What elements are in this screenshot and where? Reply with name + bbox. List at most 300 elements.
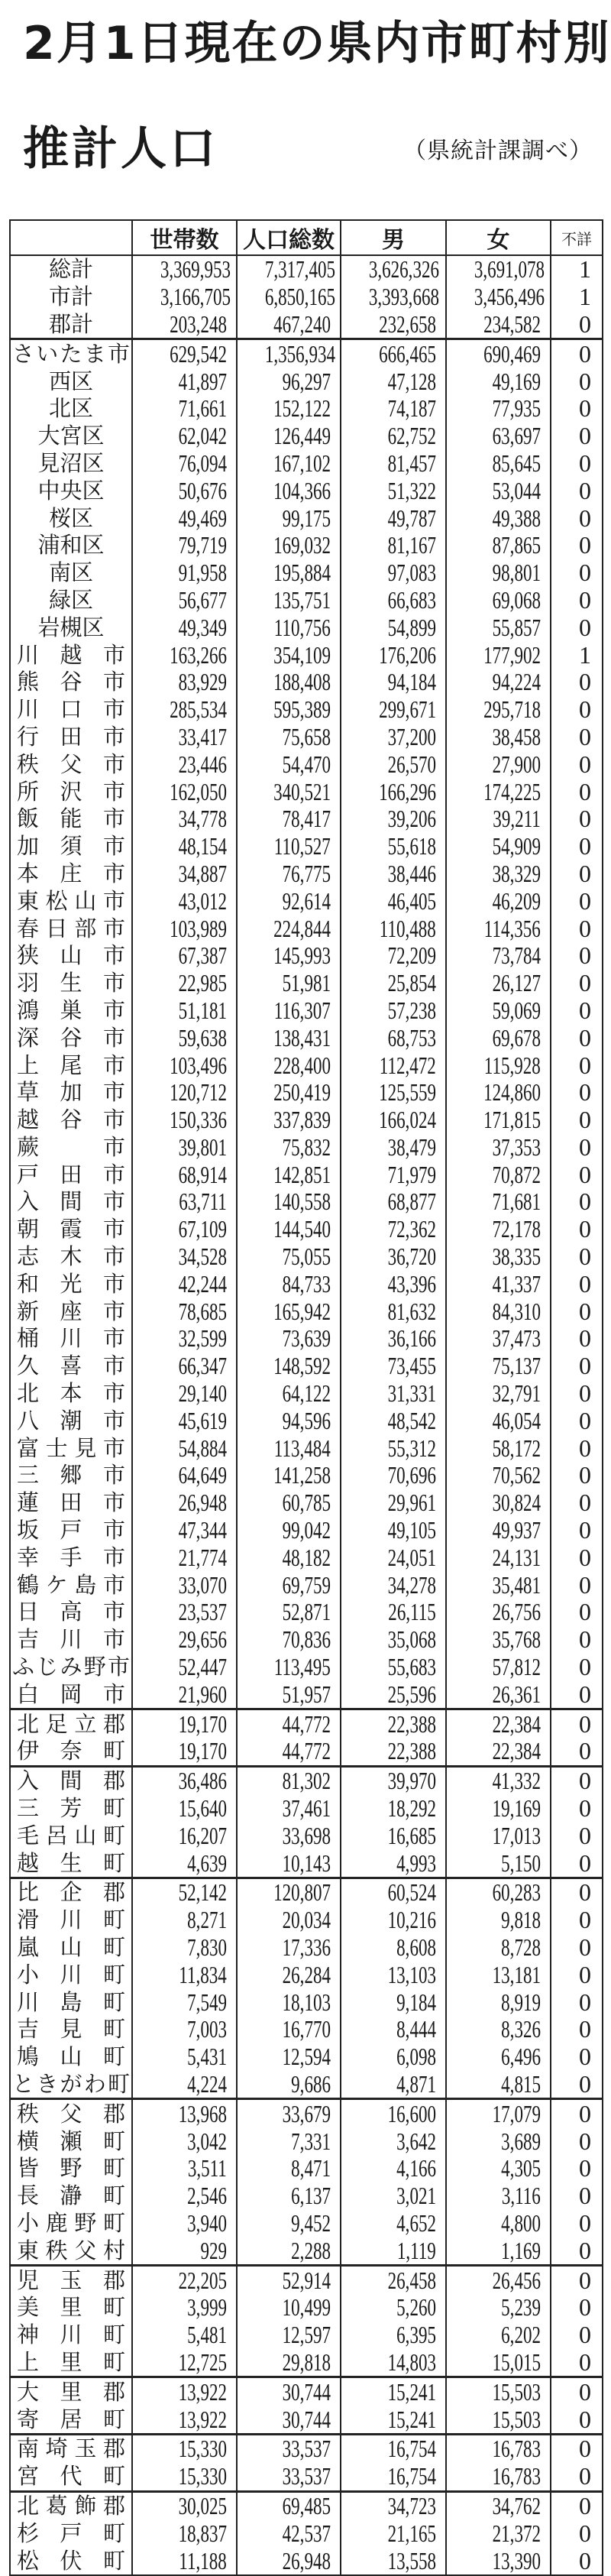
table-row bbox=[10, 942, 603, 970]
cell-female bbox=[446, 1544, 551, 1571]
cell-name: 北区 bbox=[10, 395, 132, 423]
cell-female bbox=[446, 1380, 551, 1408]
table-row bbox=[10, 2127, 603, 2155]
cell-value: 15,241 bbox=[387, 2377, 436, 2406]
cell-name: ときがわ町 bbox=[10, 2071, 132, 2099]
cell-total bbox=[237, 915, 341, 942]
cell-male bbox=[341, 1024, 446, 1051]
cell-total bbox=[237, 1599, 341, 1626]
cell-value: 5,239 bbox=[501, 2293, 541, 2322]
cell-female bbox=[446, 1822, 551, 1849]
cell-value: 125,559 bbox=[379, 1078, 436, 1107]
cell-value: 8,919 bbox=[501, 1988, 541, 2016]
cell-total bbox=[237, 1934, 341, 1962]
cell-name: 幸手市 bbox=[10, 1544, 132, 1571]
cell-female bbox=[446, 1626, 551, 1654]
table-row bbox=[10, 1654, 603, 1681]
cell-value: 595,389 bbox=[273, 695, 331, 724]
cell-value: 35,768 bbox=[492, 1625, 541, 1654]
cell-female bbox=[446, 860, 551, 888]
cell-value: 19,170 bbox=[178, 1738, 227, 1765]
cell-male bbox=[341, 1766, 446, 1794]
cell-male bbox=[341, 1680, 446, 1709]
cell-female bbox=[446, 284, 551, 311]
cell-households bbox=[132, 833, 237, 860]
cell-name: 入間郡 bbox=[10, 1766, 132, 1794]
cell-name: 越谷市 bbox=[10, 1107, 132, 1134]
cell-value: 64,122 bbox=[282, 1379, 331, 1408]
cell-male bbox=[341, 450, 446, 478]
cell-female bbox=[446, 778, 551, 805]
cell-total bbox=[237, 1849, 341, 1878]
cell-value: 15,241 bbox=[387, 2406, 436, 2433]
table-row bbox=[10, 1270, 603, 1298]
cell-name: 春日部市 bbox=[10, 915, 132, 942]
cell-name: 秩父郡 bbox=[10, 2099, 132, 2127]
cell-value: 26,115 bbox=[388, 1599, 436, 1626]
header-female: 女 bbox=[446, 220, 551, 255]
cell-female bbox=[446, 2547, 551, 2575]
cell-total bbox=[237, 724, 341, 751]
table-row bbox=[10, 284, 603, 311]
cell-value: 48,154 bbox=[178, 832, 227, 860]
cell-value: 26,948 bbox=[178, 1489, 227, 1517]
cell-unknown: 0 bbox=[551, 1709, 603, 1738]
cell-unknown: 0 bbox=[551, 860, 603, 888]
cell-name: 南埼玉郡 bbox=[10, 2434, 132, 2462]
cell-female bbox=[446, 997, 551, 1025]
cell-value: 46,054 bbox=[492, 1407, 541, 1434]
cell-value: 49,349 bbox=[178, 614, 227, 641]
cell-households bbox=[132, 559, 237, 587]
cell-name: 和光市 bbox=[10, 1270, 132, 1298]
cell-households bbox=[132, 2071, 237, 2099]
cell-value: 67,387 bbox=[178, 941, 227, 970]
cell-female bbox=[446, 2519, 551, 2547]
cell-value: 22,384 bbox=[492, 1738, 541, 1765]
cell-value: 15,640 bbox=[178, 1794, 227, 1823]
cell-unknown: 0 bbox=[551, 1907, 603, 1934]
cell-households bbox=[132, 1434, 237, 1462]
cell-name: 緑区 bbox=[10, 587, 132, 614]
page-title: 2月1日現在の県内市町村別 bbox=[23, 17, 611, 70]
cell-female bbox=[446, 255, 551, 284]
table-body bbox=[10, 255, 603, 2575]
cell-total bbox=[237, 2349, 341, 2377]
cell-value: 15,330 bbox=[178, 2435, 227, 2463]
cell-value: 7,331 bbox=[291, 2127, 331, 2155]
cell-value: 24,051 bbox=[387, 1544, 436, 1571]
cell-value: 3,626,326 bbox=[368, 255, 439, 284]
table-row bbox=[10, 2406, 603, 2434]
cell-value: 26,361 bbox=[492, 1680, 541, 1708]
cell-value: 25,596 bbox=[387, 1680, 436, 1708]
cell-name: 所沢市 bbox=[10, 778, 132, 805]
cell-households bbox=[132, 2016, 237, 2043]
cell-name: 東秩父村 bbox=[10, 2237, 132, 2265]
cell-value: 75,137 bbox=[492, 1352, 541, 1380]
cell-value: 71,661 bbox=[178, 394, 227, 423]
cell-households bbox=[132, 860, 237, 888]
cell-name: 狭山市 bbox=[10, 942, 132, 970]
cell-female bbox=[446, 1298, 551, 1325]
cell-value: 467,240 bbox=[273, 310, 331, 338]
cell-male bbox=[341, 368, 446, 395]
cell-unknown: 0 bbox=[551, 614, 603, 641]
cell-name: 郡計 bbox=[10, 311, 132, 339]
cell-value: 6,850,165 bbox=[264, 283, 335, 311]
cell-value: 59,638 bbox=[178, 1024, 227, 1051]
cell-male bbox=[341, 1434, 446, 1462]
cell-households bbox=[132, 1298, 237, 1325]
cell-name: 入間市 bbox=[10, 1188, 132, 1216]
table-row bbox=[10, 1407, 603, 1434]
cell-male bbox=[341, 1325, 446, 1353]
cell-total bbox=[237, 1517, 341, 1544]
cell-value: 36,486 bbox=[178, 1767, 227, 1795]
table-row bbox=[10, 1462, 603, 1489]
cell-households bbox=[132, 2099, 237, 2127]
cell-male bbox=[341, 2237, 446, 2265]
cell-value: 3,116 bbox=[502, 2182, 541, 2210]
cell-female bbox=[446, 1134, 551, 1162]
cell-male bbox=[341, 1107, 446, 1134]
cell-households bbox=[132, 1571, 237, 1599]
cell-value: 60,785 bbox=[282, 1489, 331, 1517]
cell-name: 横瀬町 bbox=[10, 2127, 132, 2155]
cell-unknown: 0 bbox=[551, 1680, 603, 1709]
cell-total bbox=[237, 2294, 341, 2322]
cell-value: 74,187 bbox=[387, 394, 436, 423]
cell-value: 60,283 bbox=[492, 1878, 541, 1907]
cell-households bbox=[132, 750, 237, 778]
cell-value: 15,503 bbox=[492, 2377, 541, 2406]
cell-female bbox=[446, 2071, 551, 2099]
cell-value: 58,172 bbox=[492, 1434, 541, 1462]
table-row bbox=[10, 1907, 603, 1934]
cell-unknown: 0 bbox=[551, 559, 603, 587]
cell-total bbox=[237, 2463, 341, 2491]
cell-male bbox=[341, 2071, 446, 2099]
cell-value: 166,296 bbox=[379, 778, 436, 805]
cell-value: 47,344 bbox=[178, 1516, 227, 1544]
cell-female bbox=[446, 614, 551, 641]
cell-value: 81,167 bbox=[387, 531, 436, 559]
cell-value: 22,985 bbox=[178, 969, 227, 997]
cell-unknown: 0 bbox=[551, 669, 603, 696]
cell-male bbox=[341, 1849, 446, 1878]
cell-value: 1,169 bbox=[501, 2237, 541, 2264]
cell-households bbox=[132, 2491, 237, 2519]
cell-value: 148,592 bbox=[273, 1352, 331, 1380]
header-unknown: 不詳 bbox=[551, 220, 603, 255]
cell-male bbox=[341, 696, 446, 724]
cell-total bbox=[237, 1353, 341, 1380]
cell-value: 57,238 bbox=[387, 996, 436, 1024]
cell-male bbox=[341, 1961, 446, 1988]
cell-male bbox=[341, 2294, 446, 2322]
cell-households bbox=[132, 724, 237, 751]
cell-value: 76,775 bbox=[282, 860, 331, 887]
cell-male bbox=[341, 1051, 446, 1079]
cell-name: 鳩山町 bbox=[10, 2043, 132, 2071]
cell-name: 西区 bbox=[10, 368, 132, 395]
table-row bbox=[10, 1134, 603, 1162]
cell-name: 鶴ケ島市 bbox=[10, 1571, 132, 1599]
cell-male bbox=[341, 1517, 446, 1544]
cell-male bbox=[341, 1934, 446, 1962]
cell-value: 29,961 bbox=[387, 1489, 436, 1517]
cell-households bbox=[132, 1024, 237, 1051]
cell-households bbox=[132, 805, 237, 833]
cell-name: 松伏町 bbox=[10, 2547, 132, 2575]
cell-value: 11,834 bbox=[179, 1961, 227, 1988]
cell-female bbox=[446, 1738, 551, 1766]
cell-value: 30,824 bbox=[492, 1489, 541, 1517]
cell-total bbox=[237, 970, 341, 997]
table-row bbox=[10, 1517, 603, 1544]
cell-value: 38,446 bbox=[387, 860, 436, 887]
cell-value: 13,558 bbox=[387, 2547, 436, 2574]
cell-female bbox=[446, 1489, 551, 1517]
cell-value: 195,884 bbox=[273, 559, 331, 587]
table-row bbox=[10, 778, 603, 805]
cell-name: 新座市 bbox=[10, 1298, 132, 1325]
cell-male bbox=[341, 559, 446, 587]
cell-households bbox=[132, 2406, 237, 2434]
cell-unknown: 0 bbox=[551, 1434, 603, 1462]
table-row bbox=[10, 1738, 603, 1766]
table-row bbox=[10, 1243, 603, 1271]
cell-male bbox=[341, 1738, 446, 1766]
cell-value: 4,305 bbox=[501, 2154, 541, 2182]
cell-total bbox=[237, 1243, 341, 1271]
cell-value: 3,166,705 bbox=[160, 283, 231, 311]
population-table bbox=[9, 219, 603, 2576]
cell-female bbox=[446, 2237, 551, 2265]
cell-value: 17,013 bbox=[492, 1822, 541, 1849]
cell-female bbox=[446, 2377, 551, 2406]
cell-value: 337,839 bbox=[273, 1106, 331, 1134]
cell-households bbox=[132, 887, 237, 915]
cell-total bbox=[237, 696, 341, 724]
cell-value: 16,207 bbox=[178, 1822, 227, 1849]
cell-total bbox=[237, 1738, 341, 1766]
cell-unknown: 0 bbox=[551, 1079, 603, 1107]
cell-female bbox=[446, 970, 551, 997]
cell-value: 5,260 bbox=[396, 2293, 436, 2322]
cell-value: 12,725 bbox=[178, 2348, 227, 2376]
cell-value: 3,369,953 bbox=[160, 255, 231, 284]
table-row bbox=[10, 532, 603, 559]
table-row bbox=[10, 1107, 603, 1134]
cell-male bbox=[341, 805, 446, 833]
cell-male bbox=[341, 1599, 446, 1626]
cell-value: 75,658 bbox=[282, 723, 331, 750]
cell-female bbox=[446, 750, 551, 778]
cell-unknown: 0 bbox=[551, 1216, 603, 1243]
cell-value: 16,685 bbox=[387, 1822, 436, 1849]
cell-value: 46,405 bbox=[387, 887, 436, 915]
cell-name: 草加市 bbox=[10, 1079, 132, 1107]
cell-value: 39,970 bbox=[387, 1767, 436, 1795]
cell-total bbox=[237, 559, 341, 587]
cell-unknown: 0 bbox=[551, 2210, 603, 2237]
cell-value: 30,744 bbox=[282, 2406, 331, 2433]
cell-value: 49,105 bbox=[387, 1516, 436, 1544]
cell-value: 38,479 bbox=[387, 1133, 436, 1161]
cell-total bbox=[237, 614, 341, 641]
table-row bbox=[10, 1188, 603, 1216]
cell-value: 629,542 bbox=[170, 339, 227, 368]
cell-value: 104,366 bbox=[273, 477, 331, 504]
cell-unknown: 0 bbox=[551, 1107, 603, 1134]
table-row bbox=[10, 1680, 603, 1709]
cell-value: 171,815 bbox=[483, 1106, 541, 1134]
cell-name: 上尾市 bbox=[10, 1051, 132, 1079]
cell-male bbox=[341, 1216, 446, 1243]
cell-value: 33,537 bbox=[282, 2435, 331, 2463]
cell-value: 3,689 bbox=[501, 2127, 541, 2155]
cell-unknown: 0 bbox=[551, 1654, 603, 1681]
cell-unknown: 0 bbox=[551, 1298, 603, 1325]
cell-value: 4,815 bbox=[501, 2070, 541, 2098]
cell-name: 志木市 bbox=[10, 1243, 132, 1271]
cell-value: 99,042 bbox=[282, 1516, 331, 1544]
cell-female bbox=[446, 2127, 551, 2155]
table-row bbox=[10, 970, 603, 997]
cell-households bbox=[132, 1051, 237, 1079]
cell-total bbox=[237, 641, 341, 669]
cell-name: 羽生市 bbox=[10, 970, 132, 997]
table-row bbox=[10, 2463, 603, 2491]
cell-total bbox=[237, 1188, 341, 1216]
cell-unknown: 0 bbox=[551, 423, 603, 450]
cell-unknown: 0 bbox=[551, 1462, 603, 1489]
cell-value: 51,181 bbox=[178, 996, 227, 1024]
cell-total bbox=[237, 1107, 341, 1134]
cell-value: 120,807 bbox=[273, 1878, 331, 1907]
cell-value: 71,979 bbox=[387, 1161, 436, 1188]
cell-female bbox=[446, 2099, 551, 2127]
cell-value: 4,871 bbox=[396, 2070, 436, 2098]
cell-name: 嵐山町 bbox=[10, 1934, 132, 1962]
table-row bbox=[10, 641, 603, 669]
cell-value: 62,042 bbox=[178, 422, 227, 450]
cell-female bbox=[446, 833, 551, 860]
cell-total bbox=[237, 2519, 341, 2547]
cell-unknown: 0 bbox=[551, 2182, 603, 2210]
cell-unknown: 0 bbox=[551, 1822, 603, 1849]
cell-value: 33,417 bbox=[178, 723, 227, 750]
cell-value: 4,652 bbox=[396, 2209, 436, 2237]
cell-value: 49,169 bbox=[492, 368, 541, 395]
cell-name: 桜区 bbox=[10, 504, 132, 532]
cell-value: 68,877 bbox=[387, 1188, 436, 1216]
cell-value: 78,417 bbox=[282, 805, 331, 833]
cell-value: 71,681 bbox=[492, 1188, 541, 1216]
cell-unknown: 0 bbox=[551, 1961, 603, 1988]
cell-male bbox=[341, 1988, 446, 2016]
cell-name: 美里町 bbox=[10, 2294, 132, 2322]
cell-households bbox=[132, 1822, 237, 1849]
cell-unknown: 0 bbox=[551, 1489, 603, 1517]
cell-female bbox=[446, 339, 551, 368]
cell-name: 毛呂山町 bbox=[10, 1822, 132, 1849]
table-row bbox=[10, 2016, 603, 2043]
cell-value: 94,184 bbox=[387, 668, 436, 696]
cell-households bbox=[132, 2294, 237, 2322]
cell-value: 33,679 bbox=[282, 2099, 331, 2127]
cell-unknown: 0 bbox=[551, 1934, 603, 1962]
cell-value: 34,762 bbox=[492, 2491, 541, 2519]
cell-value: 26,570 bbox=[387, 750, 436, 778]
cell-value: 224,844 bbox=[273, 915, 331, 942]
cell-value: 55,857 bbox=[492, 614, 541, 641]
cell-households bbox=[132, 2155, 237, 2182]
cell-female bbox=[446, 1270, 551, 1298]
cell-female bbox=[446, 1517, 551, 1544]
cell-value: 49,469 bbox=[178, 504, 227, 532]
cell-total bbox=[237, 1489, 341, 1517]
cell-female bbox=[446, 1107, 551, 1134]
cell-value: 69,068 bbox=[492, 586, 541, 614]
cell-value: 32,599 bbox=[178, 1325, 227, 1353]
cell-households bbox=[132, 1134, 237, 1162]
table-row bbox=[10, 669, 603, 696]
cell-value: 8,326 bbox=[501, 2016, 541, 2043]
cell-value: 22,205 bbox=[178, 2266, 227, 2294]
cell-value: 3,393,668 bbox=[368, 283, 439, 311]
cell-male bbox=[341, 1878, 446, 1907]
cell-value: 13,968 bbox=[178, 2099, 227, 2127]
cell-name: 飯能市 bbox=[10, 805, 132, 833]
cell-total bbox=[237, 1325, 341, 1353]
cell-value: 203,248 bbox=[170, 310, 227, 338]
cell-female bbox=[446, 450, 551, 478]
cell-value: 39,211 bbox=[493, 805, 541, 833]
cell-male bbox=[341, 255, 446, 284]
cell-female bbox=[446, 1766, 551, 1794]
cell-value: 3,999 bbox=[187, 2293, 227, 2322]
cell-households bbox=[132, 1216, 237, 1243]
cell-value: 62,752 bbox=[387, 422, 436, 450]
cell-female bbox=[446, 1216, 551, 1243]
cell-value: 1,356,934 bbox=[264, 339, 335, 368]
cell-value: 42,537 bbox=[282, 2519, 331, 2547]
cell-name: 見沼区 bbox=[10, 450, 132, 478]
cell-value: 110,756 bbox=[273, 614, 331, 641]
cell-female bbox=[446, 2182, 551, 2210]
cell-value: 85,645 bbox=[492, 449, 541, 477]
cell-value: 73,784 bbox=[492, 941, 541, 970]
cell-value: 6,395 bbox=[396, 2321, 436, 2349]
cell-female bbox=[446, 477, 551, 504]
table-row bbox=[10, 2294, 603, 2322]
cell-households bbox=[132, 532, 237, 559]
cell-female bbox=[446, 1849, 551, 1878]
cell-female bbox=[446, 1407, 551, 1434]
cell-value: 51,957 bbox=[282, 1680, 331, 1708]
cell-value: 5,481 bbox=[187, 2321, 227, 2349]
cell-value: 2,546 bbox=[187, 2182, 227, 2210]
cell-male bbox=[341, 1709, 446, 1738]
cell-value: 140,558 bbox=[273, 1188, 331, 1216]
cell-name: 北足立郡 bbox=[10, 1709, 132, 1738]
cell-value: 38,458 bbox=[492, 723, 541, 750]
cell-value: 83,929 bbox=[178, 668, 227, 696]
cell-female bbox=[446, 2155, 551, 2182]
